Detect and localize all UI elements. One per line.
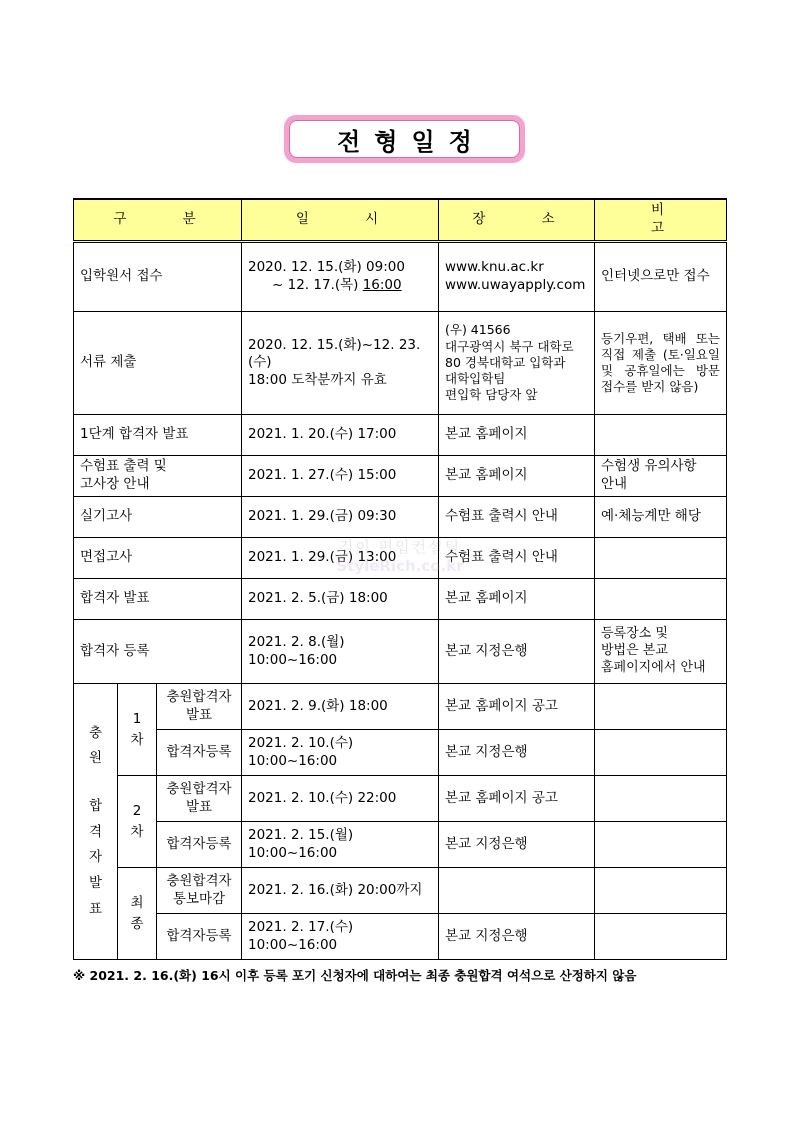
- row-category: 1단계 합격자 발표: [74, 415, 242, 456]
- row-datetime: 2021. 1. 29.(금) 09:30: [242, 497, 439, 538]
- address-line: 80 경북대학교 입학과: [445, 354, 566, 370]
- row-datetime: 2021. 1. 20.(수) 17:00: [242, 415, 439, 456]
- table-row: [74, 684, 727, 730]
- watermark-line1: 김이 편입컨설팅: [338, 538, 462, 556]
- table-row: [74, 312, 727, 415]
- row-remarks: 예·체능계만 해당: [595, 497, 727, 538]
- row-datetime: 2021. 1. 29.(금) 13:00: [242, 538, 439, 579]
- row-place: 본교 홈페이지: [439, 579, 595, 620]
- row-remarks: [595, 620, 727, 684]
- round-item-category: 합격자등록: [157, 822, 242, 868]
- place-url-uway: www.uwayapply.com: [445, 277, 586, 293]
- table-row: [74, 497, 727, 538]
- round-item-datetime: 2021. 2. 16.(화) 20:00까지: [242, 868, 439, 914]
- group-label-top: 충원: [88, 724, 103, 767]
- round-item-remarks: [595, 776, 727, 822]
- address-line: 대구광역시 북구 대학로: [445, 338, 574, 354]
- row-category: 실기고사: [74, 497, 242, 538]
- header-place: 장 소: [439, 199, 595, 242]
- category-line2: 고사장 안내: [80, 476, 150, 492]
- table-row: [74, 538, 727, 579]
- table-row: [74, 620, 727, 684]
- round-item-category: 합격자등록: [157, 914, 242, 960]
- table-row: [74, 730, 727, 776]
- row-category: 서류 제출: [74, 312, 242, 415]
- row-category: 면접고사: [74, 538, 242, 579]
- round-item-place: 본교 지정은행: [439, 914, 595, 960]
- table-row: [74, 456, 727, 497]
- round-label: 최종: [118, 868, 157, 960]
- row-remarks: [595, 579, 727, 620]
- group-label-bottom: 합격자 발표: [88, 798, 103, 917]
- address-line: 대학입학팀: [445, 371, 506, 387]
- header-remarks: 비 고: [595, 199, 727, 242]
- watermark-line2: StyleRich.co.kr: [336, 557, 464, 575]
- round-item-place: 본교 홈페이지 공고: [439, 684, 595, 730]
- round-item-remarks: [595, 684, 727, 730]
- row-datetime: [242, 312, 439, 415]
- row-datetime: 2021. 2. 5.(금) 18:00: [242, 579, 439, 620]
- category-line1: 수험표 출력 및: [80, 458, 167, 475]
- schedule-table: [73, 198, 727, 960]
- row-category: 합격자 등록: [74, 620, 242, 684]
- datetime-underlined: 16:00: [362, 277, 402, 293]
- remarks-line2: 안내: [601, 476, 628, 492]
- remarks-line: 등록장소 및: [601, 626, 668, 642]
- round-item-datetime: 2021. 2. 10.(수) 10:00~16:00: [242, 730, 439, 776]
- table-row: [74, 242, 727, 312]
- round-item-place: 본교 홈페이지 공고: [439, 776, 595, 822]
- round-item-place: 본교 지정은행: [439, 730, 595, 776]
- round-item-datetime: 2021. 2. 15.(월) 10:00~16:00: [242, 822, 439, 868]
- row-remarks: [595, 415, 727, 456]
- row-datetime: [242, 242, 439, 312]
- remarks-line: 홈페이지에서 안내: [601, 659, 706, 675]
- row-category: [74, 456, 242, 497]
- title-inner: [289, 120, 520, 158]
- round-item-datetime: 2021. 2. 17.(수) 10:00~16:00: [242, 914, 439, 960]
- row-place: 수험표 출력시 안내: [439, 497, 595, 538]
- row-place: 본교 홈페이지: [439, 456, 595, 497]
- place-url-knu: www.knu.ac.kr: [445, 259, 544, 276]
- round-item-datetime: 2021. 2. 10.(수) 22:00: [242, 776, 439, 822]
- round-item-category: 충원합격자 통보마감: [157, 868, 242, 914]
- round-item-category: 합격자등록: [157, 730, 242, 776]
- round-item-place: [439, 868, 595, 914]
- title-banner: [284, 115, 525, 163]
- row-remarks: [595, 538, 727, 579]
- row-remarks: [595, 456, 727, 497]
- table-header-row: [74, 199, 727, 242]
- table-row: [74, 868, 727, 914]
- round-item-remarks: [595, 868, 727, 914]
- header-category: 구 분: [74, 199, 242, 242]
- page-title: 전형일정: [337, 127, 486, 156]
- row-place: [439, 242, 595, 312]
- round-label: 2차: [118, 776, 157, 868]
- round-item-category: 충원합격자 발표: [157, 684, 242, 730]
- row-remarks: 인터넷으로만 접수: [595, 242, 727, 312]
- datetime-line2: [248, 277, 432, 295]
- table-row: [74, 579, 727, 620]
- row-category: 합격자 발표: [74, 579, 242, 620]
- round-item-remarks: [595, 822, 727, 868]
- footnote: ※ 2021. 2. 16.(화) 16시 이후 등록 포기 신청자에 대하여는 최종 충원합격 여석으로 산정하지 않음: [73, 968, 637, 983]
- round-label: 1차: [118, 684, 157, 776]
- remarks-line: 방법은 본교: [601, 643, 668, 659]
- table-row: [74, 415, 727, 456]
- address-line: (우) 41566: [445, 322, 511, 338]
- datetime-line1: 2020. 12. 15.(화)~12. 23.(수): [248, 336, 421, 371]
- row-place: 본교 홈페이지: [439, 415, 595, 456]
- table-row: [74, 776, 727, 822]
- row-place: [439, 312, 595, 415]
- header-datetime: 일 시: [242, 199, 439, 242]
- row-remarks: 등기우편, 택배 또는 직접 제출 (토·일요일 및 공휴일에는 방문 접수를 받지 않음): [595, 312, 727, 415]
- supplementary-group-label: [74, 684, 118, 960]
- row-place: 본교 지정은행: [439, 620, 595, 684]
- row-datetime: 2021. 2. 8.(월) 10:00~16:00: [242, 620, 439, 684]
- table-row: [74, 914, 727, 960]
- round-item-datetime: 2021. 2. 9.(화) 18:00: [242, 684, 439, 730]
- table-row: [74, 822, 727, 868]
- row-category: 입학원서 접수: [74, 242, 242, 312]
- remarks-line1: 수험생 유의사항: [601, 458, 697, 475]
- row-datetime: 2021. 1. 27.(수) 15:00: [242, 456, 439, 497]
- datetime-line2: 18:00 도착분까지 유효: [248, 371, 387, 388]
- datetime-line2-prefix: ~ 12. 17.(목): [272, 277, 363, 293]
- round-item-remarks: [595, 730, 727, 776]
- round-item-place: 본교 지정은행: [439, 822, 595, 868]
- datetime-line1: 2020. 12. 15.(화) 09:00: [248, 259, 405, 276]
- round-item-remarks: [595, 914, 727, 960]
- round-item-category: 충원합격자 발표: [157, 776, 242, 822]
- address-line: 편입학 담당자 앞: [445, 387, 538, 403]
- row-place: 수험표 출력시 안내: [439, 538, 595, 579]
